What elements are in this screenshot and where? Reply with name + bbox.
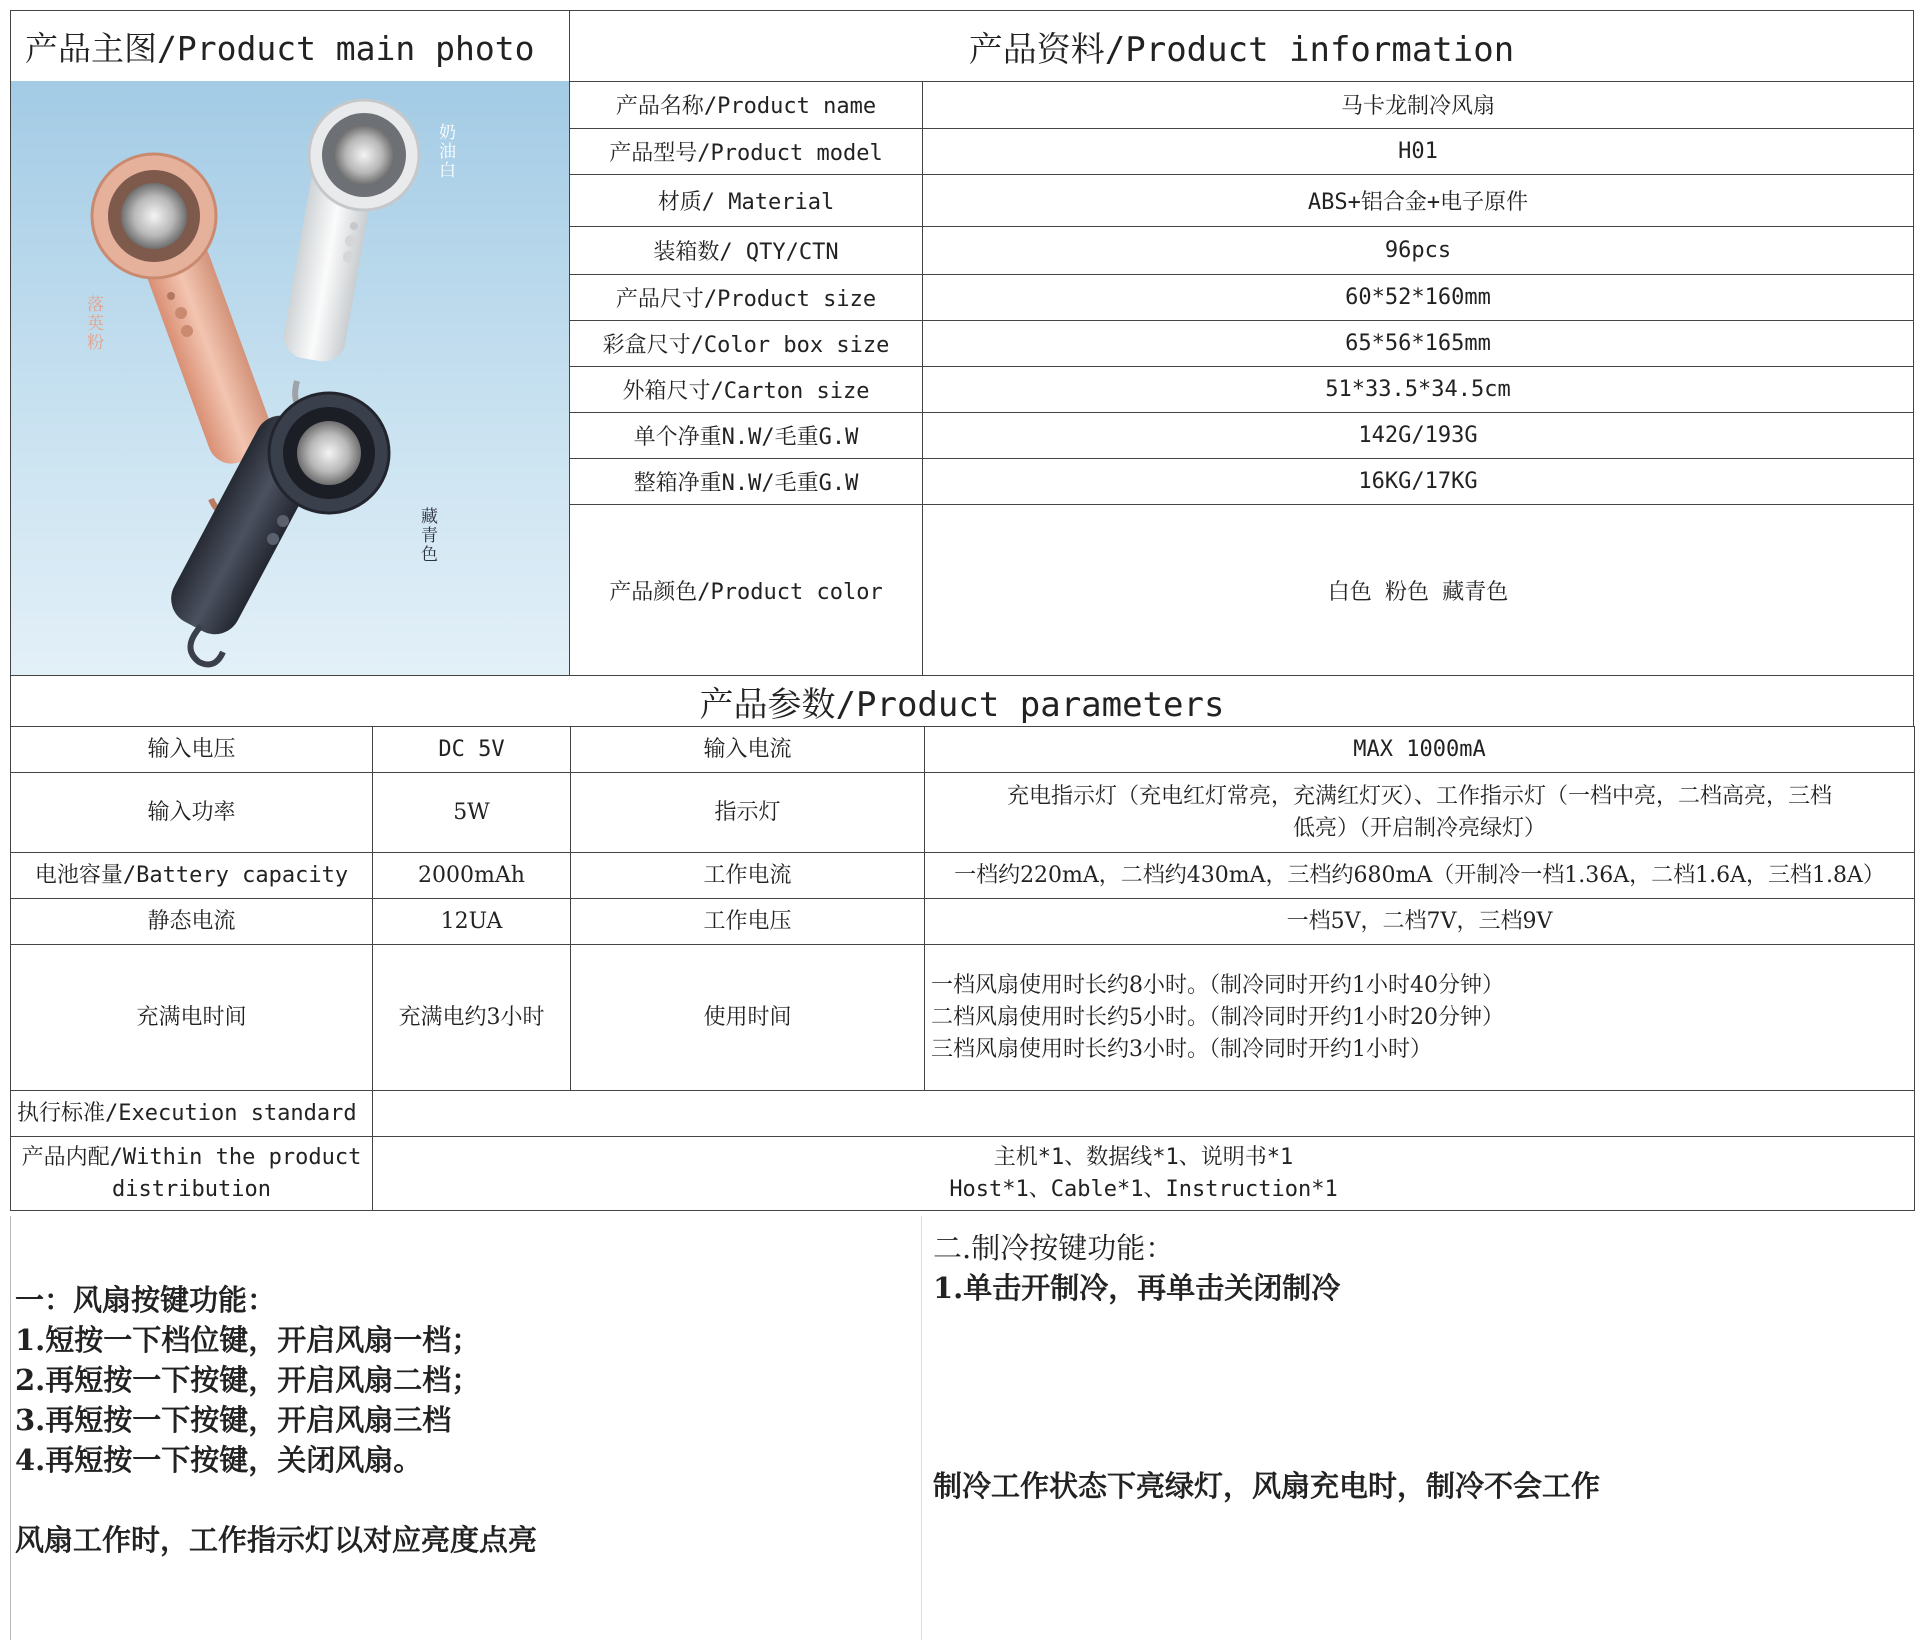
param-value: 充满电约3小时 [373,945,571,1091]
info-row [570,320,1913,366]
param-label: 工作电流 [571,853,925,899]
fan-step-1: 1.短按一下档位键，开启风扇一档； [15,1323,481,1357]
param-label: 指示灯 [571,773,925,853]
color-label-navy: 藏青色 [417,507,437,564]
params-table [10,726,1915,1211]
param-value [373,1091,1915,1137]
param-value: 12UA [373,899,571,945]
fan-buttons-heading: 一：风扇按键功能： [15,1283,277,1317]
color-label-pink: 落英粉 [83,295,103,352]
fan-step-3: 3.再短按一下按键，开启风扇三档 [15,1403,452,1437]
column-divider [921,1216,922,1640]
fan-illustration [11,81,569,675]
fan-step-2: 2.再短按一下按键，开启风扇二档； [15,1363,481,1397]
instructions-section [10,1216,1914,1640]
param-value: 2000mAh [373,853,571,899]
contents-label-line-2: distribution [112,1176,271,1202]
params-row [11,945,1915,1091]
info-row [570,458,1913,504]
product-photo [11,81,569,675]
fan-step-4: 4.再短按一下按键，关闭风扇。 [15,1443,423,1477]
info-value: 65*56*165mm [923,320,1914,366]
info-row [570,412,1913,458]
info-row [570,504,1913,676]
use-time-line-1: 一档风扇使用时长约8小时。（制冷同时开约1小时40分钟） [931,972,1504,998]
info-header: 产品资料/Product information [570,11,1913,82]
contents-line-1: 主机*1、数据线*1、说明书*1 [993,1144,1294,1170]
param-value [373,1137,1915,1211]
info-label: 整箱净重N.W/毛重G.W [570,458,923,504]
param-value [925,945,1915,1091]
info-label: 彩盒尺寸/Color box size [570,320,923,366]
info-value: 96pcs [923,226,1914,274]
param-label [11,1137,373,1211]
info-value: 白色 粉色 藏青色 [1327,579,1509,605]
params-row [11,1137,1915,1211]
contents-label-line-1: 产品内配/Within the product [21,1144,362,1170]
info-value: 142G/193G [923,412,1914,458]
param-value [925,773,1915,853]
info-row [570,274,1913,320]
navy-fan [162,393,389,664]
params-row [11,853,1915,899]
info-label: 装箱数/ QTY/CTN [570,226,923,274]
info-label: 产品名称/Product name [570,82,923,128]
param-value: MAX 1000mA [925,727,1915,773]
indicator-line-2: 低亮）（开启制冷亮绿灯） [1292,815,1546,841]
param-value: 5W [373,773,571,853]
indicator-line-1: 充电指示灯（充电红灯常亮，充满红灯灭）、工作指示灯（一档中亮，二档高亮，三档 [1006,783,1832,809]
info-label: 外箱尺寸/Carton size [570,366,923,412]
info-row [570,82,1913,128]
top-section [10,10,1914,676]
photo-header: 产品主图/Product main photo [11,11,569,82]
params-row [11,1091,1915,1137]
info-row [570,226,1913,274]
info-label: 产品型号/Product model [570,128,923,174]
param-label: 工作电压 [571,899,925,945]
spec-sheet [10,10,1914,1640]
cooling-buttons-heading: 二.制冷按键功能： [933,1231,1175,1265]
product-photo-panel [10,10,570,676]
param-label: 输入电压 [11,727,373,773]
param-value: 一档5V，二档7V，三档9V [925,899,1915,945]
info-value: 16KG/17KG [923,458,1914,504]
param-value: DC 5V [373,727,571,773]
param-label: 电池容量/Battery capacity [11,853,373,899]
info-row [570,128,1913,174]
color-label-white: 奶油白 [435,123,455,180]
params-row [11,899,1915,945]
fan-note: 风扇工作时，工作指示灯以对应亮度点亮 [15,1523,538,1557]
white-fan [280,100,419,415]
use-time-line-2: 二档风扇使用时长约5小时。（制冷同时开约1小时20分钟） [931,1004,1504,1030]
param-label: 静态电流 [11,899,373,945]
param-label: 充满电时间 [11,945,373,1091]
cooling-step-1: 1.单击开制冷，再单击关闭制冷 [933,1271,1341,1305]
param-value: 一档约220mA，二档约430mA，三档约680mA（开制冷一档1.36A，二档1.6A，三档1.8A） [925,853,1915,899]
product-info-panel [570,10,1914,676]
info-label: 单个净重N.W/毛重G.W [570,412,923,458]
cooling-note: 制冷工作状态下亮绿灯，风扇充电时，制冷不会工作 [933,1469,1601,1503]
info-value: H01 [923,128,1914,174]
param-label: 输入功率 [11,773,373,853]
use-time-line-3: 三档风扇使用时长约3小时。（制冷同时开约1小时） [931,1036,1432,1062]
info-value: 60*52*160mm [923,274,1914,320]
info-row [570,366,1913,412]
info-label: 产品颜色/Product color [570,504,923,676]
info-label: 材质/ Material [570,174,923,226]
param-label: 执行标准/Execution standard [11,1091,373,1137]
info-value: ABS+铝合金+电子原件 [923,174,1914,226]
info-value: 马卡龙制冷风扇 [923,82,1914,128]
param-label: 输入电流 [571,727,925,773]
param-label: 使用时间 [571,945,925,1091]
params-row [11,773,1915,853]
info-table [570,82,1913,676]
info-value: 51*33.5*34.5cm [923,366,1914,412]
info-row [570,174,1913,226]
info-label: 产品尺寸/Product size [570,274,923,320]
contents-line-2: Host*1、Cable*1、Instruction*1 [949,1176,1338,1202]
params-header: 产品参数/Product parameters [10,676,1914,726]
params-row [11,727,1915,773]
